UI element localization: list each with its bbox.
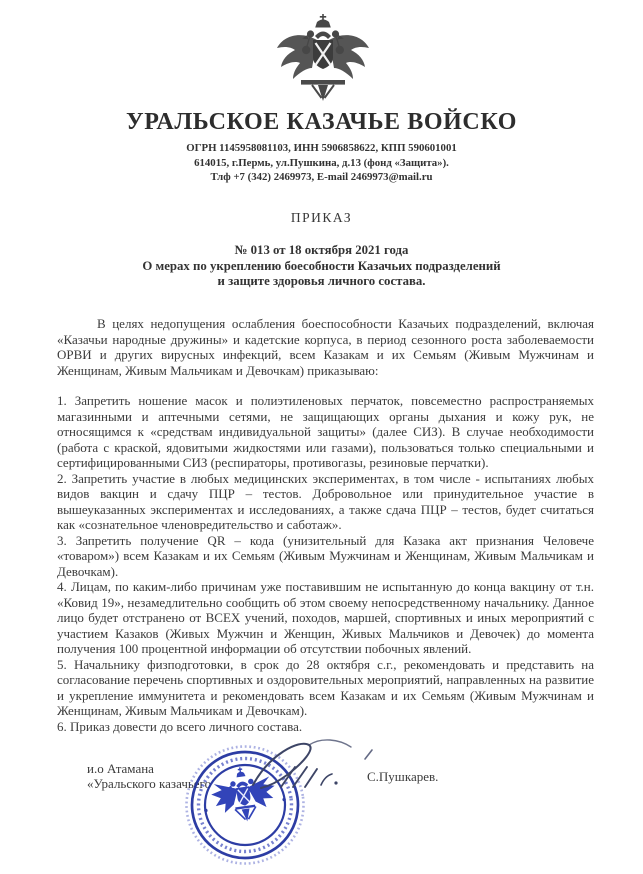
org-address-line: 614015, г.Пермь, ул.Пушкина, д.13 (фонд «Защита»).: [194, 156, 449, 169]
handwritten-signature-icon: [247, 737, 375, 799]
doc-number-line: № 013 от 18 октября 2021 года: [234, 243, 409, 257]
intro-paragraph: В целях недопущения ослабления боеспособности Казачьих подразделений, включая «Казачьи народные дружины» и кадетские корпуса, в период сезонного роста заболеваемости ОРВИ и других вирусных инфекций, всем Казакам и их Семьям (Живым Мужчинам и Женщинам, Живым Мальчикам и Девочкам) приказываю:: [57, 316, 594, 378]
doc-heading-block: [0, 243, 643, 290]
order-item-3: 3. Запретить получение QR – кода (унизительный для Казака акт признания Человече «товаром») всем Казакам и их Семьям (Живым Мужчинам и Женщинам, Живым Мальчикам и Девочкам).: [57, 532, 594, 579]
order-item-4: 4. Лицам, по каким-либо причинам уже поставившим не испытанную до конца вакцину от т.н. «Ковид 19», незамедлительно сообщить об этом своему непосредственному начальнику. Данное лицо будет отстранено от ВСЕХ учений, походов, маршей, спортивных и иных мероприятий с участием Казаков (Живых Мужчин и Женщин, Живых Мальчиков и Девочек) до момента получения 100 процентной информации об отсутствии побочных явлений.: [57, 579, 594, 656]
order-item-1: 1. Запретить ношение масок и полиэтиленовых перчаток, повсеместно распространяемых магазинными и аптечными сетями, не защищающих органы дыхания и кожу рук, не относящимся к «средствам индивидуальной защиты» (далее СИЗ). В случае необходимости (работа с краской, ядовитыми жидкостями или газами), пользоваться только специальными и сертифицированными СИЗ (респираторы, противогазы, резиновые перчатки).: [57, 393, 594, 470]
doc-subject-line-1: О мерах по укреплению боесобности Казачьих подразделений: [142, 258, 501, 273]
signatory-name: С.Пушкарев.: [367, 769, 439, 784]
double-headed-eagle-icon: [271, 13, 375, 107]
order-body: [57, 316, 594, 734]
doc-subject-line-2: и защите здоровья личного состава.: [217, 274, 426, 289]
org-name: УРАЛЬСКОЕ КАЗАЧЬЕ ВОЙСКО: [125, 109, 518, 135]
org-letterhead: [0, 141, 643, 185]
signatory-role-line-2: «Уральского казачьего: [87, 776, 212, 791]
signature-block: [57, 756, 597, 872]
signatory-role-line-1: и.о Атамана: [87, 761, 154, 776]
doc-type-heading: ПРИКАЗ: [290, 210, 353, 225]
org-reg-line: ОГРН 1145958081103, ИНН 5906858622, КПП 590601001: [186, 142, 457, 154]
order-item-6: 6. Приказ довести до всего личного состава.: [57, 718, 303, 734]
org-contact-line: Тлф +7 (342) 2469973, E-mail 2469973@mail.ru: [210, 171, 433, 184]
order-item-5: 5. Начальнику физподготовки, в срок до 28 октября с.г., рекомендовать и представить на согласование перечень спортивных и оздоровительных мероприятий, направленных на развитие и укрепление иммунитета и рекомендовать всем Казакам и их Семьям (Живым Мужчинам и Женщинам, Живым Мальчикам и Девочкам).: [57, 656, 594, 718]
order-item-2: 2. Запретить участие в любых медицинских экспериментах, в том числе - испытаниях любых видов вакцин и сдачу ПЦР – тестов. Добровольное или принудительное участие в вышеуказанных экспериментах и исследованиях, а также сдача ПЦР – тестов, будет считаться как «сознательное членовредительство и саботаж».: [57, 470, 594, 532]
